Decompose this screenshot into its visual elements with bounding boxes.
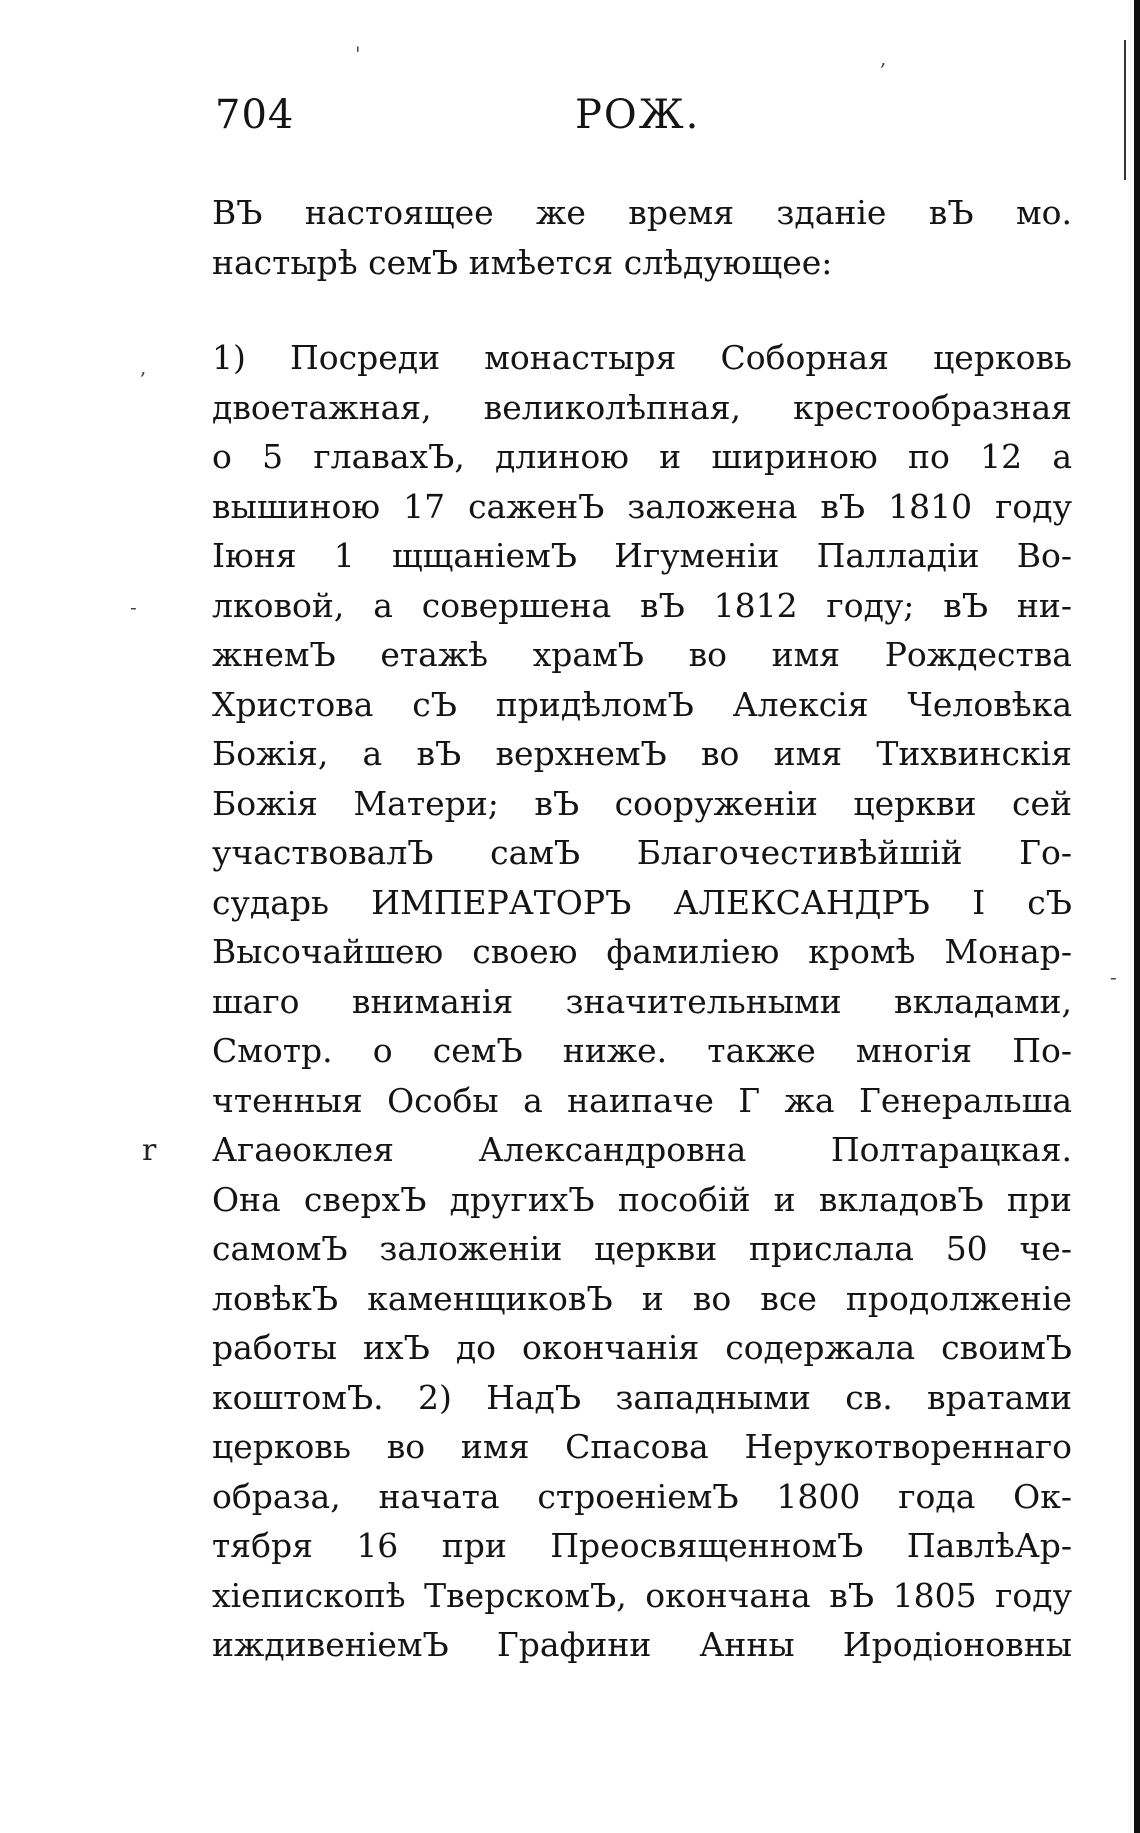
paragraph-gap <box>212 287 1072 333</box>
print-speck: - <box>130 595 137 619</box>
text-line: Агаѳоклея Александровна Полтарацкая. <box>212 1130 1072 1169</box>
text-line: Божія, а вЪ верхнемЪ во имя Тихвинскія <box>212 734 1072 773</box>
text-line: жнемЪ етажѣ храмЪ во имя Рождества <box>212 635 1072 674</box>
page-number: 704 <box>215 92 295 138</box>
text-line: о 5 главахЪ, длиною и шириною по 12 а <box>212 437 1072 476</box>
text-line: коштомЪ. 2) НадЪ западными св. вратами <box>212 1377 1072 1417</box>
text-line: ловѣкЪ каменщиковЪ и во все продолженіе <box>212 1278 1072 1318</box>
text-line: 1) Посреди монастыря Соборная церковь <box>212 338 1072 377</box>
text-line: участвовалЪ самЪ Благочестивѣйшій Го- <box>212 833 1072 872</box>
text-line: Она сверхЪ другихЪ пособій и вкладовЪ при <box>212 1179 1072 1219</box>
text-line: иждивеніемЪ Графини Анны Иродіоновны <box>212 1625 1072 1664</box>
page-header <box>215 92 1045 152</box>
text-line: вышиною 17 саженЪ заложена вЪ 1810 году <box>212 486 1072 526</box>
print-speck: r <box>142 1133 157 1168</box>
text-line: ВЪ настоящее же время зданіе вЪ мо. <box>212 193 1072 232</box>
text-line: хіепископѣ ТверскомЪ, окончана вЪ 1805 году <box>212 1575 1072 1615</box>
text-line: образа, начата строеніемЪ 1800 года Ок- <box>212 1476 1072 1516</box>
body-text <box>212 188 1072 1670</box>
text-line: шаго вниманія значительными вкладами, <box>212 981 1072 1021</box>
text-line: работы ихЪ до окончанія содержала своимЪ <box>212 1328 1072 1367</box>
print-speck: , <box>140 355 147 379</box>
print-speck: ' <box>355 42 361 66</box>
text-line: двоетажная, великолѣпная, крестообразная <box>212 387 1072 427</box>
text-line: тября 16 при ПреосвященномЪ ПавлѣАр- <box>212 1526 1072 1565</box>
text-line: самомЪ заложеніи церкви прислала 50 че- <box>212 1229 1072 1268</box>
text-line: Высочайшею своею фамиліею кромѣ Монар- <box>212 932 1072 971</box>
text-line: чтенныя Особы а наипаче Г жа Генеральша <box>212 1080 1072 1120</box>
text-line: лковой, а совершена вЪ 1812 году; вЪ ни- <box>212 585 1072 625</box>
text-line: сударь ИМПЕРАТОРЪ АЛЕКСАНДРЪ I сЪ <box>212 882 1072 922</box>
text-line: Христова сЪ придѣломЪ Алексія Человѣка <box>212 684 1072 724</box>
print-speck: - <box>1110 965 1117 989</box>
text-line: настырѣ семЪ имѣется слѣдующее: <box>212 242 833 282</box>
running-head: РОЖ. <box>575 92 701 138</box>
print-speck: , <box>880 46 887 70</box>
text-line: Смотр. о семЪ ниже. также многія По- <box>212 1031 1072 1070</box>
text-line: церковь во имя Спасова Нерукотвореннаго <box>212 1427 1072 1466</box>
page-edge-shadow <box>1134 0 1140 1833</box>
page-edge-line <box>1124 40 1126 180</box>
text-line: Божія Матери; вЪ сооруженіи церкви сей <box>212 783 1072 823</box>
text-line: Іюня 1 щщаніемЪ Игуменіи Палладіи Во- <box>212 536 1072 575</box>
